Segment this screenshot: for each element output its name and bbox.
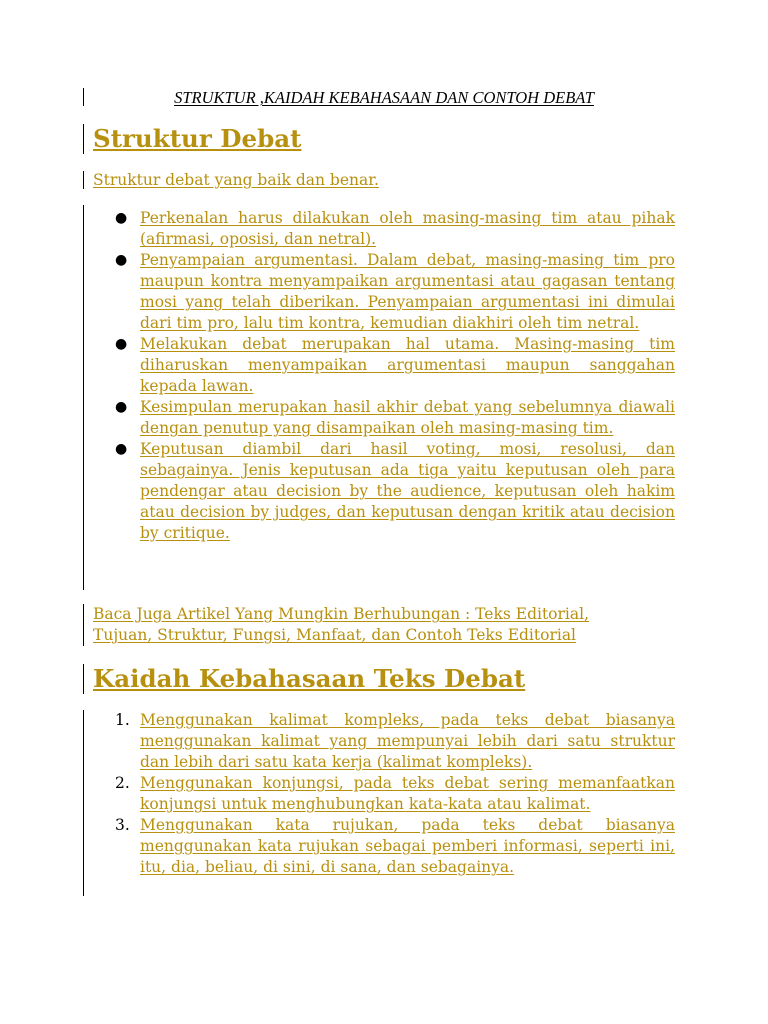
bullet-icon: ● (115, 441, 128, 457)
kaidah-list (93, 710, 675, 878)
list-item-link[interactable]: Menggunakan kalimat kompleks, pada teks debat biasanya menggunakan kalimat yang mempunyai lebih dari satu struktur dan lebih dari satu kata kerja (kalimat kompleks). (140, 711, 675, 771)
list-item-link[interactable]: Melakukan debat merupakan hal utama. Masing-masing tim diharuskan menyampaikan argumentasi maupun sanggahan kepada lawan. (140, 335, 675, 395)
list-item (93, 439, 675, 544)
bullet-icon: ● (115, 210, 128, 226)
list-item-link[interactable]: Kesimpulan merupakan hasil akhir debat yang sebelumnya diawali dengan penutup yang disampaikan oleh masing-masing tim. (140, 398, 675, 437)
change-bar (83, 171, 84, 189)
heading-kaidah-kebahasaan[interactable]: Kaidah Kebahasaan Teks Debat (93, 664, 526, 693)
change-bar (83, 124, 84, 154)
list-number: 2. (115, 774, 130, 792)
struktur-list (93, 208, 675, 544)
list-item (93, 397, 675, 439)
list-item-link[interactable]: Perkenalan harus dilakukan oleh masing-masing tim atau pihak (afirmasi, oposisi, dan netral). (140, 209, 675, 248)
change-bar (83, 205, 84, 590)
read-also-link[interactable]: Baca Juga Artikel Yang Mungkin Berhubungan : Teks Editorial, (93, 605, 589, 623)
list-item (93, 773, 675, 815)
heading-struktur-debat[interactable]: Struktur Debat (93, 124, 302, 153)
change-bar (83, 710, 84, 896)
list-item-link[interactable]: Keputusan diambil dari hasil voting, mosi, resolusi, dan sebagainya. Jenis keputusan ada tiga yaitu keputusan oleh para pendengar atau decision by the audience, keputusan oleh hakim atau decision by judges, dan keputusan dengan kritik atau decision by critique. (140, 440, 675, 542)
read-also-link[interactable]: Tujuan, Struktur, Fungsi, Manfaat, dan Contoh Teks Editorial (93, 626, 577, 644)
change-bar (83, 664, 84, 694)
read-also-block (93, 604, 683, 646)
list-item-link[interactable]: Penyampaian argumentasi. Dalam debat, masing-masing tim pro maupun kontra menyampaikan argumentasi atau gagasan tentang mosi yang telah diberikan. Penyampaian argumentasi ini dimulai dari tim pro, lalu tim kontra, kemudian diakhiri oleh tim netral. (140, 251, 675, 332)
bullet-icon: ● (115, 252, 128, 268)
bullet-icon: ● (115, 336, 128, 352)
change-bar (83, 604, 84, 646)
list-number: 1. (115, 711, 130, 729)
list-number: 3. (115, 816, 130, 834)
list-item (93, 815, 675, 878)
list-item (93, 334, 675, 397)
intro-link[interactable]: Struktur debat yang baik dan benar. (93, 171, 379, 189)
list-item-link[interactable]: Menggunakan konjungsi, pada teks debat sering memanfaatkan konjungsi untuk menghubungkan kata-kata atau kalimat. (140, 774, 675, 813)
document-title: STRUKTUR ,KAIDAH KEBAHASAAN DAN CONTOH DEBAT (174, 88, 594, 107)
list-item (93, 208, 675, 250)
bullet-icon: ● (115, 399, 128, 415)
list-item (93, 250, 675, 334)
list-item-link[interactable]: Menggunakan kata rujukan, pada teks debat biasanya menggunakan kata rujukan sebagai pemberi informasi, seperti ini, itu, dia, beliau, di sini, di sana, dan sebagainya. (140, 816, 675, 876)
list-item (93, 710, 675, 773)
